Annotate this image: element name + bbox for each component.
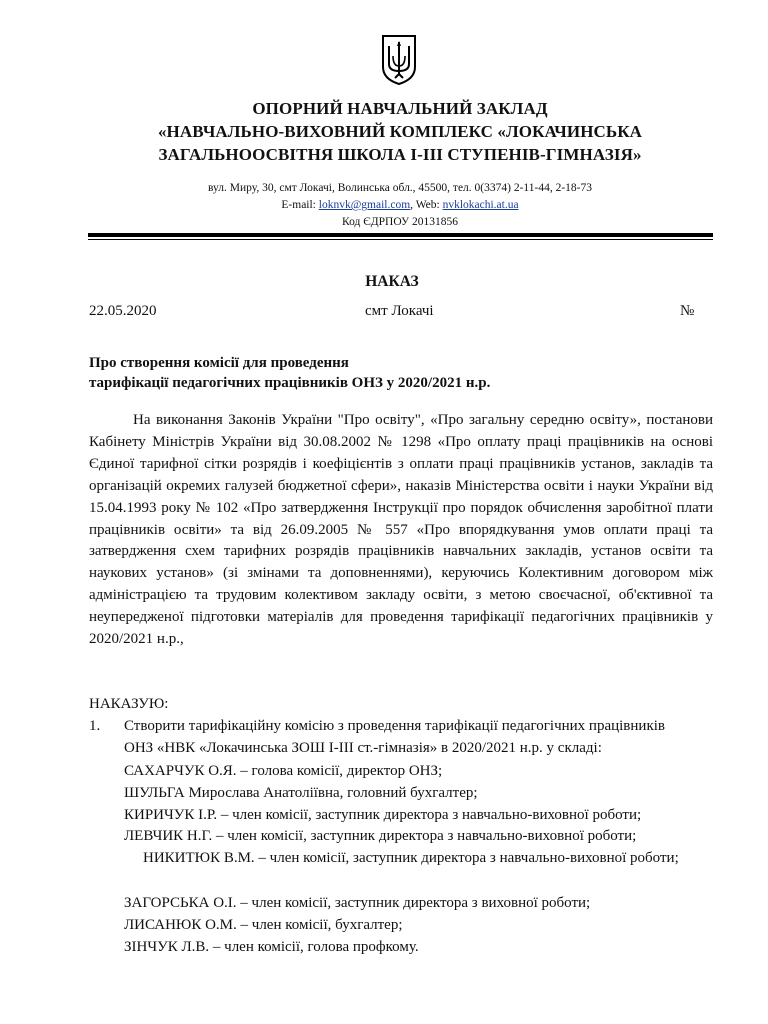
member-item: ЗАГОРСЬКА О.І. – член комісії, заступник директора з виховної роботи;: [124, 895, 591, 911]
edrpou-code: Код ЄДРПОУ 20131856: [341, 216, 459, 228]
item1-line1: Створити тарифікаційну комісію з проведення тарифікації педагогічних працівників: [124, 718, 665, 734]
order-number-label: №: [680, 303, 695, 319]
member-item: ЗІНЧУК Л.В. – член комісії, голова профкому.: [124, 939, 419, 955]
order-date: 22.05.2020: [89, 303, 157, 319]
org-name-line3: ЗАГАЛЬНООСВІТНЯ ШКОЛА І-ІІІ СТУПЕНІВ-ГІМНАЗІЯ»: [158, 145, 642, 164]
subject-line2: тарифікації педагогічних працівників ОНЗ у 2020/2021 н.р.: [89, 375, 491, 391]
web-link[interactable]: nvklokachi.at.ua: [442, 199, 519, 211]
email-link[interactable]: loknvk@gmail.com: [318, 199, 411, 211]
contact-line: [60, 197, 740, 214]
header-divider-thin: [88, 239, 713, 240]
org-name-line1: ОПОРНИЙ НАВЧАЛЬНИЙ ЗАКЛАД: [252, 99, 548, 118]
preamble-paragraph: На виконання Законів України "Про освіту", «Про загальну середню освіту», постанови Кабінету Міністрів України від 30.08.2002 № 1298 «Про оплату праці працівників на основі Єдиної тарифної сітки розрядів і коефіцієнтів з оплати праці працівників установ, закладів та організацій окремих галузей бюджетної сфери», наказів Міністерства освіти і науки України від 15.04.1993 року № 102 «Про затвердження Інструкції про порядок обчислення заробітної плати працівників освіти» та від 26.09.2005 № 557 «Про впорядкування умов оплати праці та затвердження схем тарифних розрядів працівників навчальних закладів, установ освіти та наукових установ» (зі змінами та доповненнями), керуючись Колективним договором між адміністрацією та трудовим колективом закладу освіти, з метою своєчасної, об'єктивної та неупередженої підготовки матеріалів для проведення тарифікації педагогічних працівників у 2020/2021 н.р.,: [89, 412, 713, 648]
subject-line1: Про створення комісії для проведення: [89, 355, 349, 371]
trident-coat-of-arms-icon: [380, 34, 418, 86]
order-word: НАКАЗУЮ:: [89, 696, 169, 712]
web-label: , Web:: [410, 199, 443, 211]
member-item: ЛИСАНЮК О.М. – член комісії, бухгалтер;: [124, 917, 403, 933]
order-place: смт Локачі: [365, 303, 434, 319]
org-name-line2: «НАВЧАЛЬНО-ВИХОВНИЙ КОМПЛЕКС «ЛОКАЧИНСЬКА: [157, 122, 643, 141]
member-item: ШУЛЬГА Мирослава Анатоліївна, головний бухгалтер;: [124, 785, 478, 801]
order-subject: [89, 353, 490, 393]
member-item: ЛЕВЧИК Н.Г. – член комісії, заступник директора з навчально-виховної роботи;: [124, 828, 637, 844]
member-item: КИРИЧУК І.Р. – член комісії, заступник директора з навчально-виховної роботи;: [124, 807, 642, 823]
address-line: вул. Миру, 30, смт Локачі, Волинська обл., 45500, тел. 0(3374) 2-11-44, 2-18-73: [208, 182, 592, 194]
email-label: E-mail:: [281, 199, 319, 211]
item1-number: 1.: [89, 718, 101, 734]
member-item: НИКИТЮК В.М. – член комісії, заступник директора з навчально-виховної роботи;: [143, 850, 679, 866]
member-item: САХАРЧУК О.Я. – голова комісії, директор ОНЗ;: [124, 763, 443, 779]
order-title: НАКАЗ: [365, 273, 419, 290]
item1-line2: ОНЗ «НВК «Локачинська ЗОШ І-ІІІ ст.-гімназія» в 2020/2021 н.р. у складі:: [124, 740, 602, 756]
header-divider-thick: [88, 233, 713, 237]
